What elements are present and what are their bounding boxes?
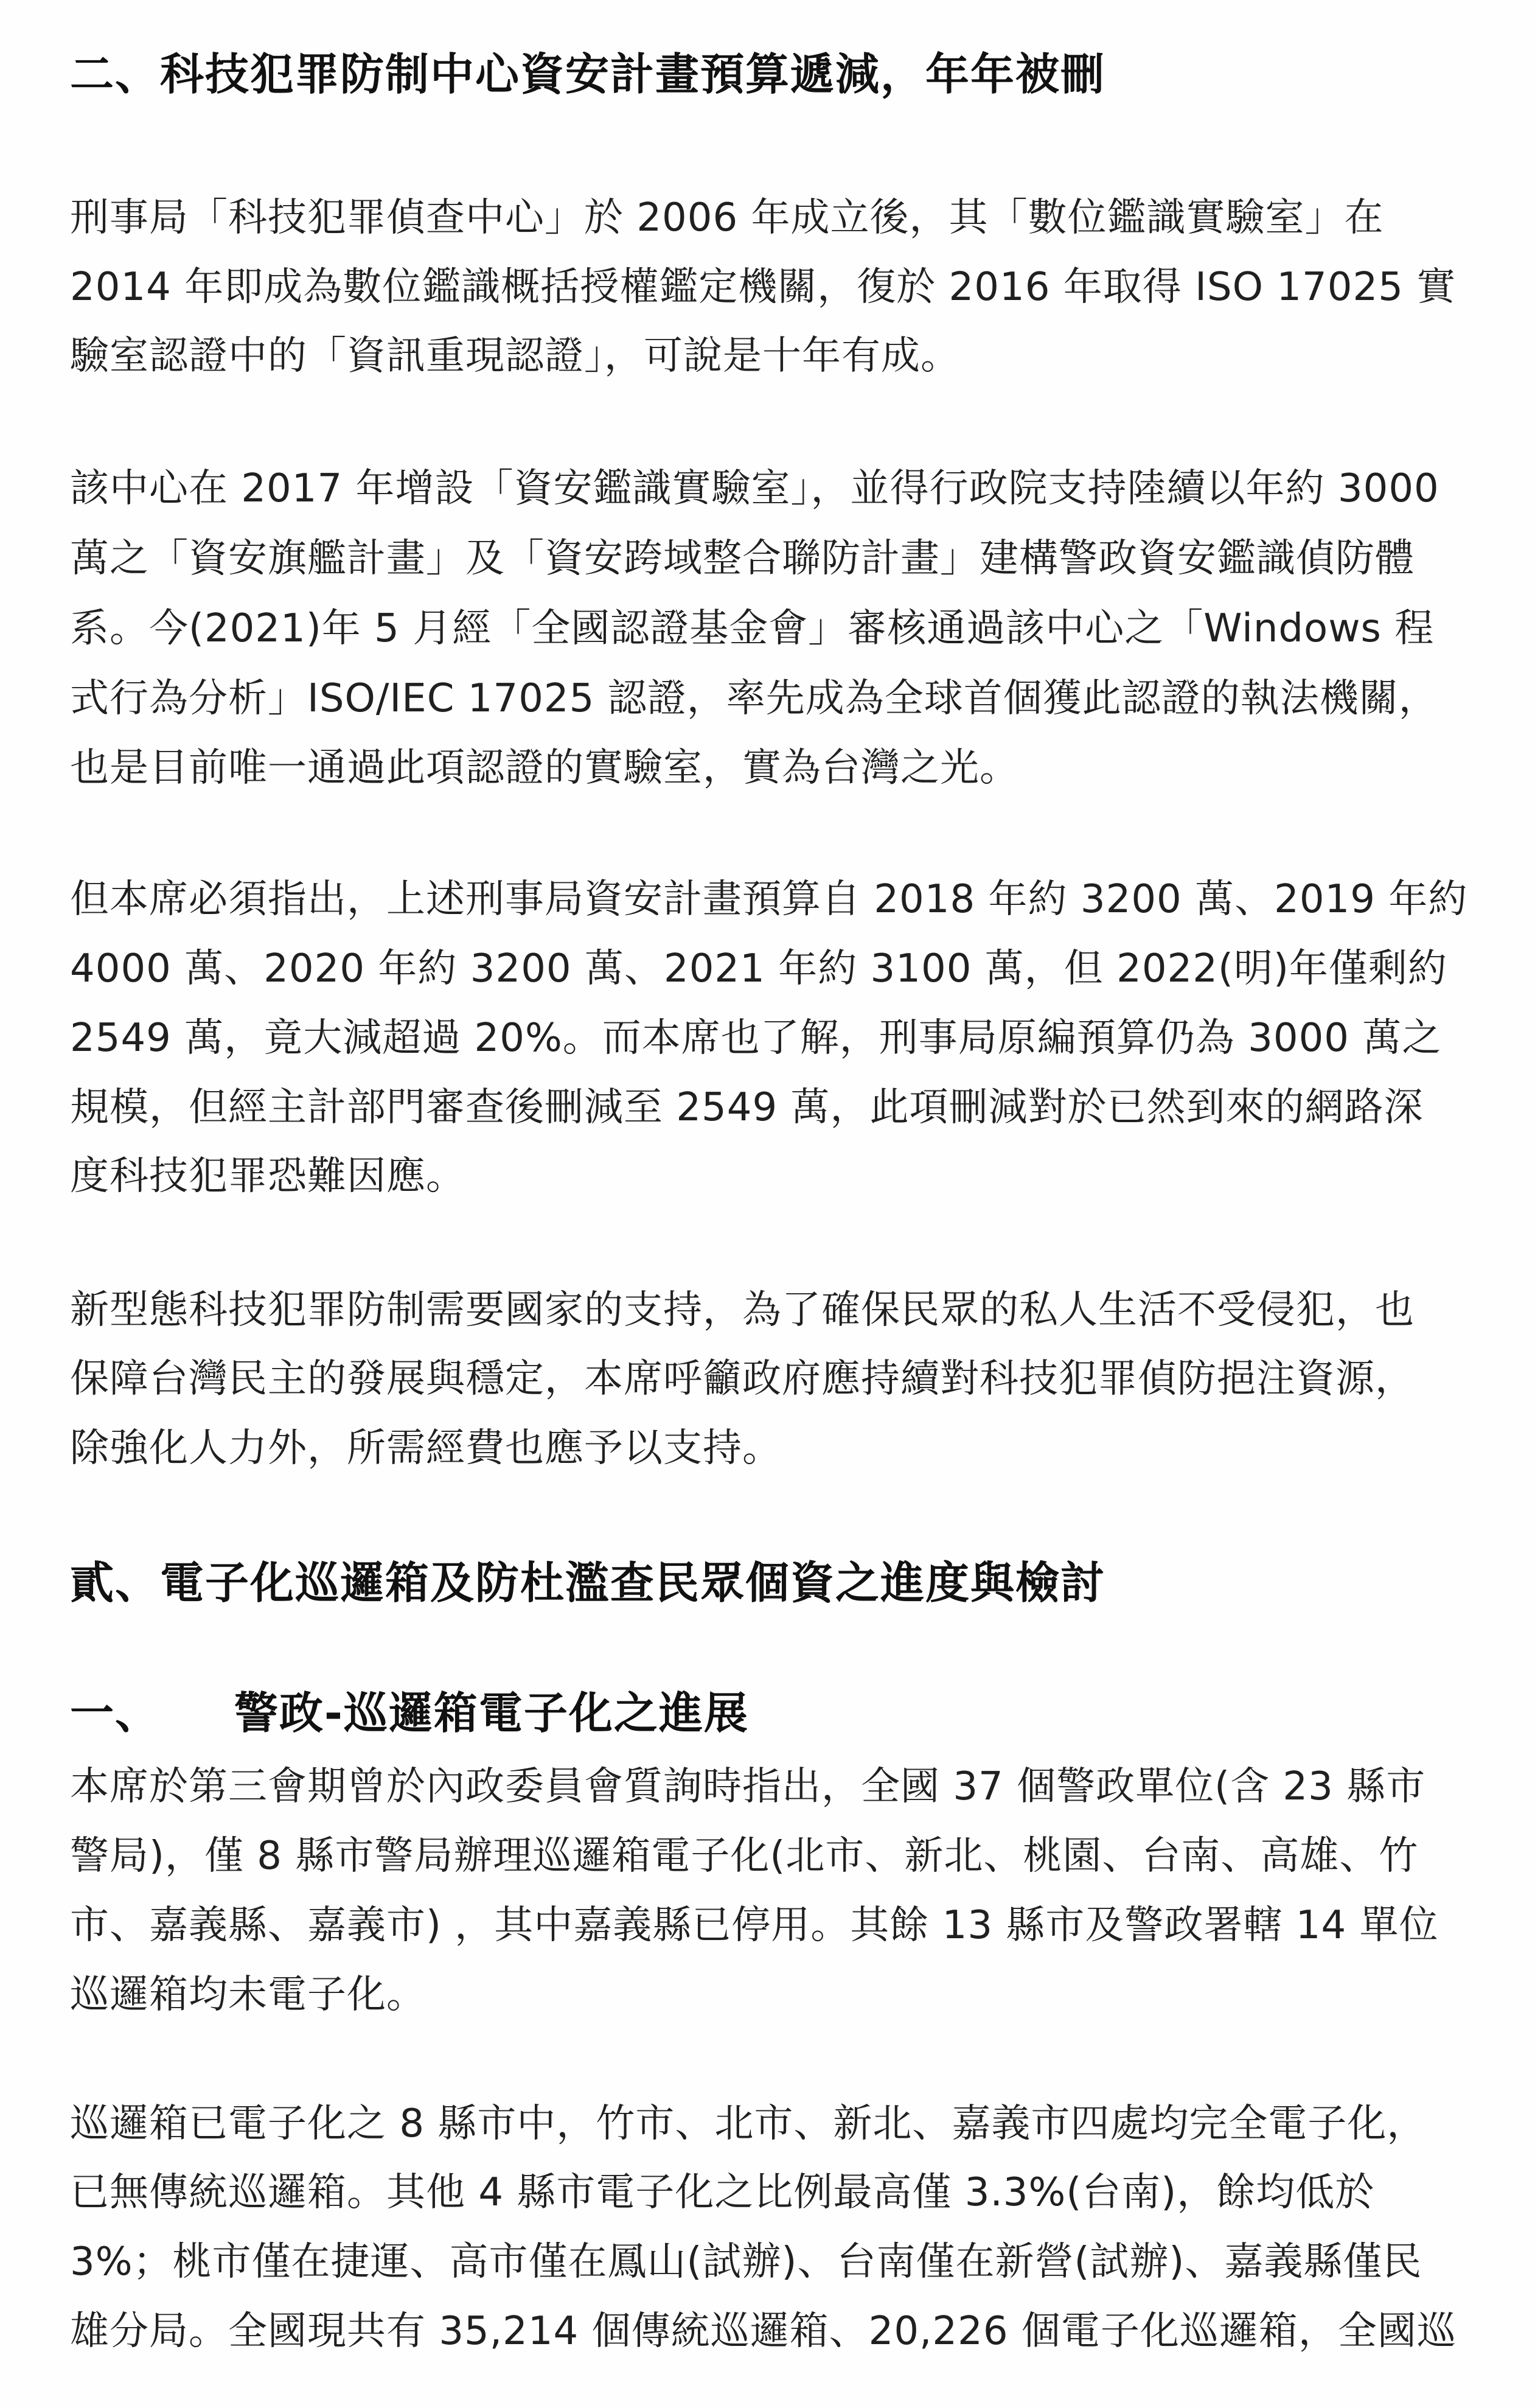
paragraph-line: 4000 萬、2020 年約 3200 萬、2021 年約 3100 萬，但 2022(明)年僅剩約 xyxy=(70,946,1447,991)
paragraph-line: 市、嘉義縣、嘉義市) ，其中嘉義縣已停用。其餘 13 縣市及警政署轄 14 單位 xyxy=(70,1903,1439,1948)
paragraph-line: 新型態科技犯罪防制需要國家的支持，為了確保民眾的私人生活不受侵犯，也 xyxy=(70,1288,1415,1333)
paragraph-line: 雄分局。全國現共有 35,214 個傳統巡邏箱、20,226 個電子化巡邏箱，全國巡 xyxy=(70,2309,1457,2354)
section-heading: 二、科技犯罪防制中心資安計畫預算遞減，年年被刪 xyxy=(70,49,1106,100)
paragraph-line: 巡邏箱均未電子化。 xyxy=(70,1972,426,2017)
paragraph-line: 除強化人力外，所需經費也應予以支持。 xyxy=(70,1426,782,1471)
paragraph-line: 該中心在 2017 年增設「資安鑑識實驗室」，並得行政院支持陸續以年約 3000 xyxy=(70,466,1439,511)
paragraph-line: 萬之「資安旗艦計畫」及「資安跨域整合聯防計畫」建構警政資安鑑識偵防體 xyxy=(70,536,1415,581)
paragraph-line: 保障台灣民主的發展與穩定，本席呼籲政府應持續對科技犯罪偵防挹注資源， xyxy=(70,1356,1415,1401)
paragraph-line: 但本席必須指出，上述刑事局資安計畫預算自 2018 年約 3200 萬、2019 年約 xyxy=(70,877,1468,922)
paragraph-line: 已無傳統巡邏箱。其他 4 縣市電子化之比例最高僅 3.3%(台南)，餘均低於 xyxy=(70,2170,1375,2215)
paragraph-line: 度科技犯罪恐難因應。 xyxy=(70,1154,465,1199)
paragraph-line: 系。今(2021)年 5 月經「全國認證基金會」審核通過該中心之「Windows 程 xyxy=(70,606,1435,651)
paragraph-line: 驗室認證中的「資訊重現認證」，可說是十年有成。 xyxy=(70,333,960,379)
paragraph-line: 3%；桃市僅在捷運、高市僅在鳳山(試辦)、台南僅在新營(試辦)、嘉義縣僅民 xyxy=(70,2239,1422,2284)
paragraph-line: 2549 萬，竟大減超過 20%。而本席也了解，刑事局原編預算仍為 3000 萬之 xyxy=(70,1016,1442,1061)
paragraph-line: 也是目前唯一通過此項認證的實驗室，實為台灣之光。 xyxy=(70,745,1019,790)
subsection-title: 警政-巡邏箱電子化之進展 xyxy=(234,1687,749,1739)
subsection-heading xyxy=(70,1686,749,1740)
part-heading: 貳、電子化巡邏箱及防杜濫查民眾個資之進度與檢討 xyxy=(70,1557,1106,1608)
paragraph-line: 2014 年即成為數位鑑識概括授權鑑定機關，復於 2016 年取得 ISO 17025 實 xyxy=(70,265,1457,310)
paragraph-line: 本席於第三會期曾於內政委員會質詢時指出，全國 37 個警政單位(含 23 縣市 xyxy=(70,1764,1426,1809)
paragraph-line: 刑事局「科技犯罪偵查中心」於 2006 年成立後，其「數位鑑識實驗室」在 xyxy=(70,195,1384,240)
subsection-number: 一、 xyxy=(70,1687,161,1739)
paragraph-line: 規模，但經主計部門審查後刪減至 2549 萬，此項刪減對於已然到來的網路深 xyxy=(70,1085,1424,1130)
paragraph-line: 式行為分析」ISO/IEC 17025 認證，率先成為全球首個獲此認證的執法機關， xyxy=(70,676,1438,721)
paragraph-line: 警局)，僅 8 縣市警局辦理巡邏箱電子化(北市、新北、桃園、台南、高雄、竹 xyxy=(70,1834,1419,1879)
paragraph-line: 巡邏箱已電子化之 8 縣市中，竹市、北市、新北、嘉義市四處均完全電子化， xyxy=(70,2101,1427,2146)
